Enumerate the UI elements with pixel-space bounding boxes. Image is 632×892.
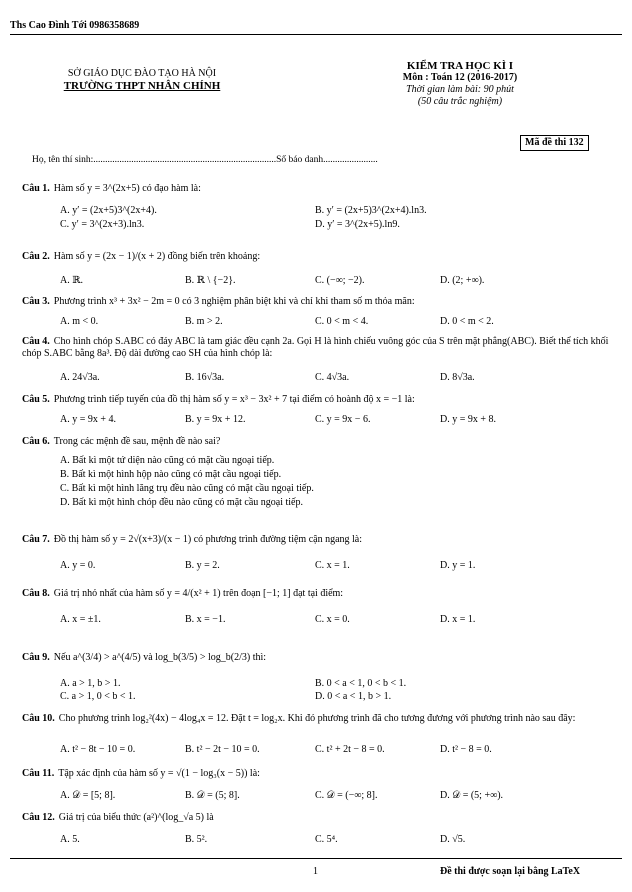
- question-3: Câu 3. Phương trình x³ + 3x² − 2m = 0 có 3 nghiệm phân biệt khi và chỉ khi tham số m thỏa mãn:: [22, 296, 415, 307]
- q5-option-b: B. y = 9x + 12.: [185, 414, 246, 425]
- q12-option-a: A. 5.: [60, 834, 80, 845]
- q7-option-c: C. x = 1.: [315, 560, 350, 571]
- question-9: Câu 9. Nếu a^(3/4) > a^(4/5) và log_b(3/5) > log_b(2/3) thì:: [22, 652, 267, 663]
- q8-option-a: A. x = ±1.: [60, 614, 101, 625]
- q1-option-d: D. y′ = 3^(2x+5).ln9.: [315, 219, 400, 230]
- q1-option-a: A. y′ = (2x+5)3^(2x+4).: [60, 205, 157, 216]
- footer-rule: [10, 858, 622, 859]
- q5-option-a: A. y = 9x + 4.: [60, 414, 117, 425]
- q5-option-d: D. y = 9x + 8.: [440, 414, 497, 425]
- q3-option-b: B. m > 2.: [185, 316, 223, 327]
- q2-option-d: D. (2; +∞).: [440, 275, 485, 286]
- q5-option-c: C. y = 9x − 6.: [315, 414, 371, 425]
- q10-option-d: D. t² − 8 = 0.: [440, 744, 492, 755]
- q7-option-b: B. y = 2.: [185, 560, 220, 571]
- q10-option-c: C. t² + 2t − 8 = 0.: [315, 744, 385, 755]
- q11-option-a: A. 𝒟 = [5; 8].: [60, 790, 116, 801]
- question-10: Câu 10. Cho phương trình log₂²(4x) − 4log₄x = 12. Đặt t = log₂x. Khi đó phương trình đã cho tương đương với phương trình nào sau đây:: [22, 713, 576, 724]
- exam-title: KIỂM TRA HỌC KÌ I: [406, 60, 514, 72]
- q4-option-c: C. 4√3a.: [315, 372, 350, 383]
- q10-option-a: A. t² − 8t − 10 = 0.: [60, 744, 136, 755]
- q2-option-b: B. ℝ \ {−2}.: [185, 275, 236, 286]
- q8-option-b: B. x = −1.: [185, 614, 226, 625]
- q12-option-c: C. 5⁴.: [315, 834, 338, 845]
- school-name: TRƯỜNG THPT NHÂN CHÍNH: [63, 80, 221, 92]
- q6-option-b: B. Bất kì một hình hộp nào cũng có mặt cầu ngoại tiếp.: [60, 469, 282, 480]
- question-8: Câu 8. Giá trị nhỏ nhất của hàm số y = 4/(x² + 1) trên đoạn [−1; 1] đạt tại điểm:: [22, 588, 344, 599]
- q11-option-c: C. 𝒟 = (−∞; 8].: [315, 790, 378, 801]
- question-12: Câu 12. Giá trị của biểu thức (a²)^(log_√a 5) là: [22, 812, 214, 823]
- question-2: Câu 2. Hàm số y = (2x − 1)/(x + 2) đồng biến trên khoảng:: [22, 251, 261, 262]
- q7-option-a: A. y = 0.: [60, 560, 96, 571]
- q9-option-c: C. a > 1, 0 < b < 1.: [60, 691, 136, 702]
- q3-option-a: A. m < 0.: [60, 316, 99, 327]
- q12-option-d: D. √5.: [440, 834, 466, 845]
- q3-option-c: C. 0 < m < 4.: [315, 316, 369, 327]
- question-6: Câu 6. Trong các mệnh đề sau, mệnh đề nào sai?: [22, 436, 221, 447]
- q9-option-b: B. 0 < a < 1, 0 < b < 1.: [315, 678, 407, 689]
- q4-option-b: B. 16√3a.: [185, 372, 225, 383]
- question-5: Câu 5. Phương trình tiếp tuyến của đồ thị hàm số y = x³ − 3x² + 7 tại điểm có hoành độ x = −1 là:: [22, 394, 415, 405]
- q7-option-d: D. y = 1.: [440, 560, 476, 571]
- q9-option-d: D. 0 < a < 1, b > 1.: [315, 691, 392, 702]
- q6-option-a: A. Bất kì một tứ diện nào cũng có mặt cầu ngoại tiếp.: [60, 455, 275, 466]
- q9-option-a: A. a > 1, b > 1.: [60, 678, 121, 689]
- department: SỞ GIÁO DỤC ĐÀO TẠO HÀ NỘI: [67, 68, 217, 79]
- q11-option-d: D. 𝒟 = (5; +∞).: [440, 790, 504, 801]
- q6-option-d: D. Bất kì một hình chóp đều nào cũng có mặt cầu ngoại tiếp.: [60, 497, 303, 508]
- q8-option-d: D. x = 1.: [440, 614, 476, 625]
- q8-option-c: C. x = 0.: [315, 614, 350, 625]
- student-info-line: Họ, tên thí sinh:.............................................................................Số báo danh.......................: [32, 155, 378, 165]
- q4-option-a: A. 24√3a.: [60, 372, 100, 383]
- q2-option-a: A. ℝ.: [60, 275, 84, 286]
- question-7: Câu 7. Đồ thị hàm số y = 2√(x+3)/(x − 1) có phương trình đường tiệm cận ngang là:: [22, 534, 363, 545]
- q3-option-d: D. 0 < m < 2.: [440, 316, 494, 327]
- top-rule: [10, 34, 622, 35]
- duration: Thời gian làm bài: 90 phút: [406, 84, 514, 95]
- question-count: (50 câu trắc nghiệm): [417, 96, 503, 107]
- q1-option-c: C. y′ = 3^(2x+3).ln3.: [60, 219, 145, 230]
- q4-option-d: D. 8√3a.: [440, 372, 475, 383]
- footer-note: Đề thi được soạn lại bằng LaTeX: [440, 866, 581, 877]
- q2-option-c: C. (−∞; −2).: [315, 275, 365, 286]
- exam-code-box: Mã đề thi 132: [520, 135, 589, 151]
- top-header: Ths Cao Đình Tới 0986358689: [10, 20, 140, 31]
- question-4: Câu 4. Cho hình chóp S.ABC có đáy ABC là tam giác đều cạnh 2a. Gọi H là hình chiếu vuông góc của S trên mặt phẳng(ABC). Biết thể tích khối chóp S.ABC bằng 8a³. Độ dài đường cao SH của hình chóp là:: [22, 336, 609, 359]
- subject: Môn : Toán 12 (2016-2017): [402, 72, 518, 83]
- q12-option-b: B. 5².: [185, 834, 208, 845]
- footer-page-number: 1: [313, 866, 318, 877]
- q6-option-c: C. Bất kì một hình lăng trụ đều nào cũng có mặt cầu ngoại tiếp.: [60, 483, 314, 494]
- q11-option-b: B. 𝒟 = (5; 8].: [185, 790, 240, 801]
- question-11: Câu 11. Tập xác định của hàm số y = √(1 − log₃(x − 5)) là:: [22, 768, 260, 779]
- question-1: Câu 1. Hàm số y = 3^(2x+5) có đạo hàm là:: [22, 183, 201, 194]
- q10-option-b: B. t² − 2t − 10 = 0.: [185, 744, 260, 755]
- q1-option-b: B. y′ = (2x+5)3^(2x+4).ln3.: [315, 205, 427, 216]
